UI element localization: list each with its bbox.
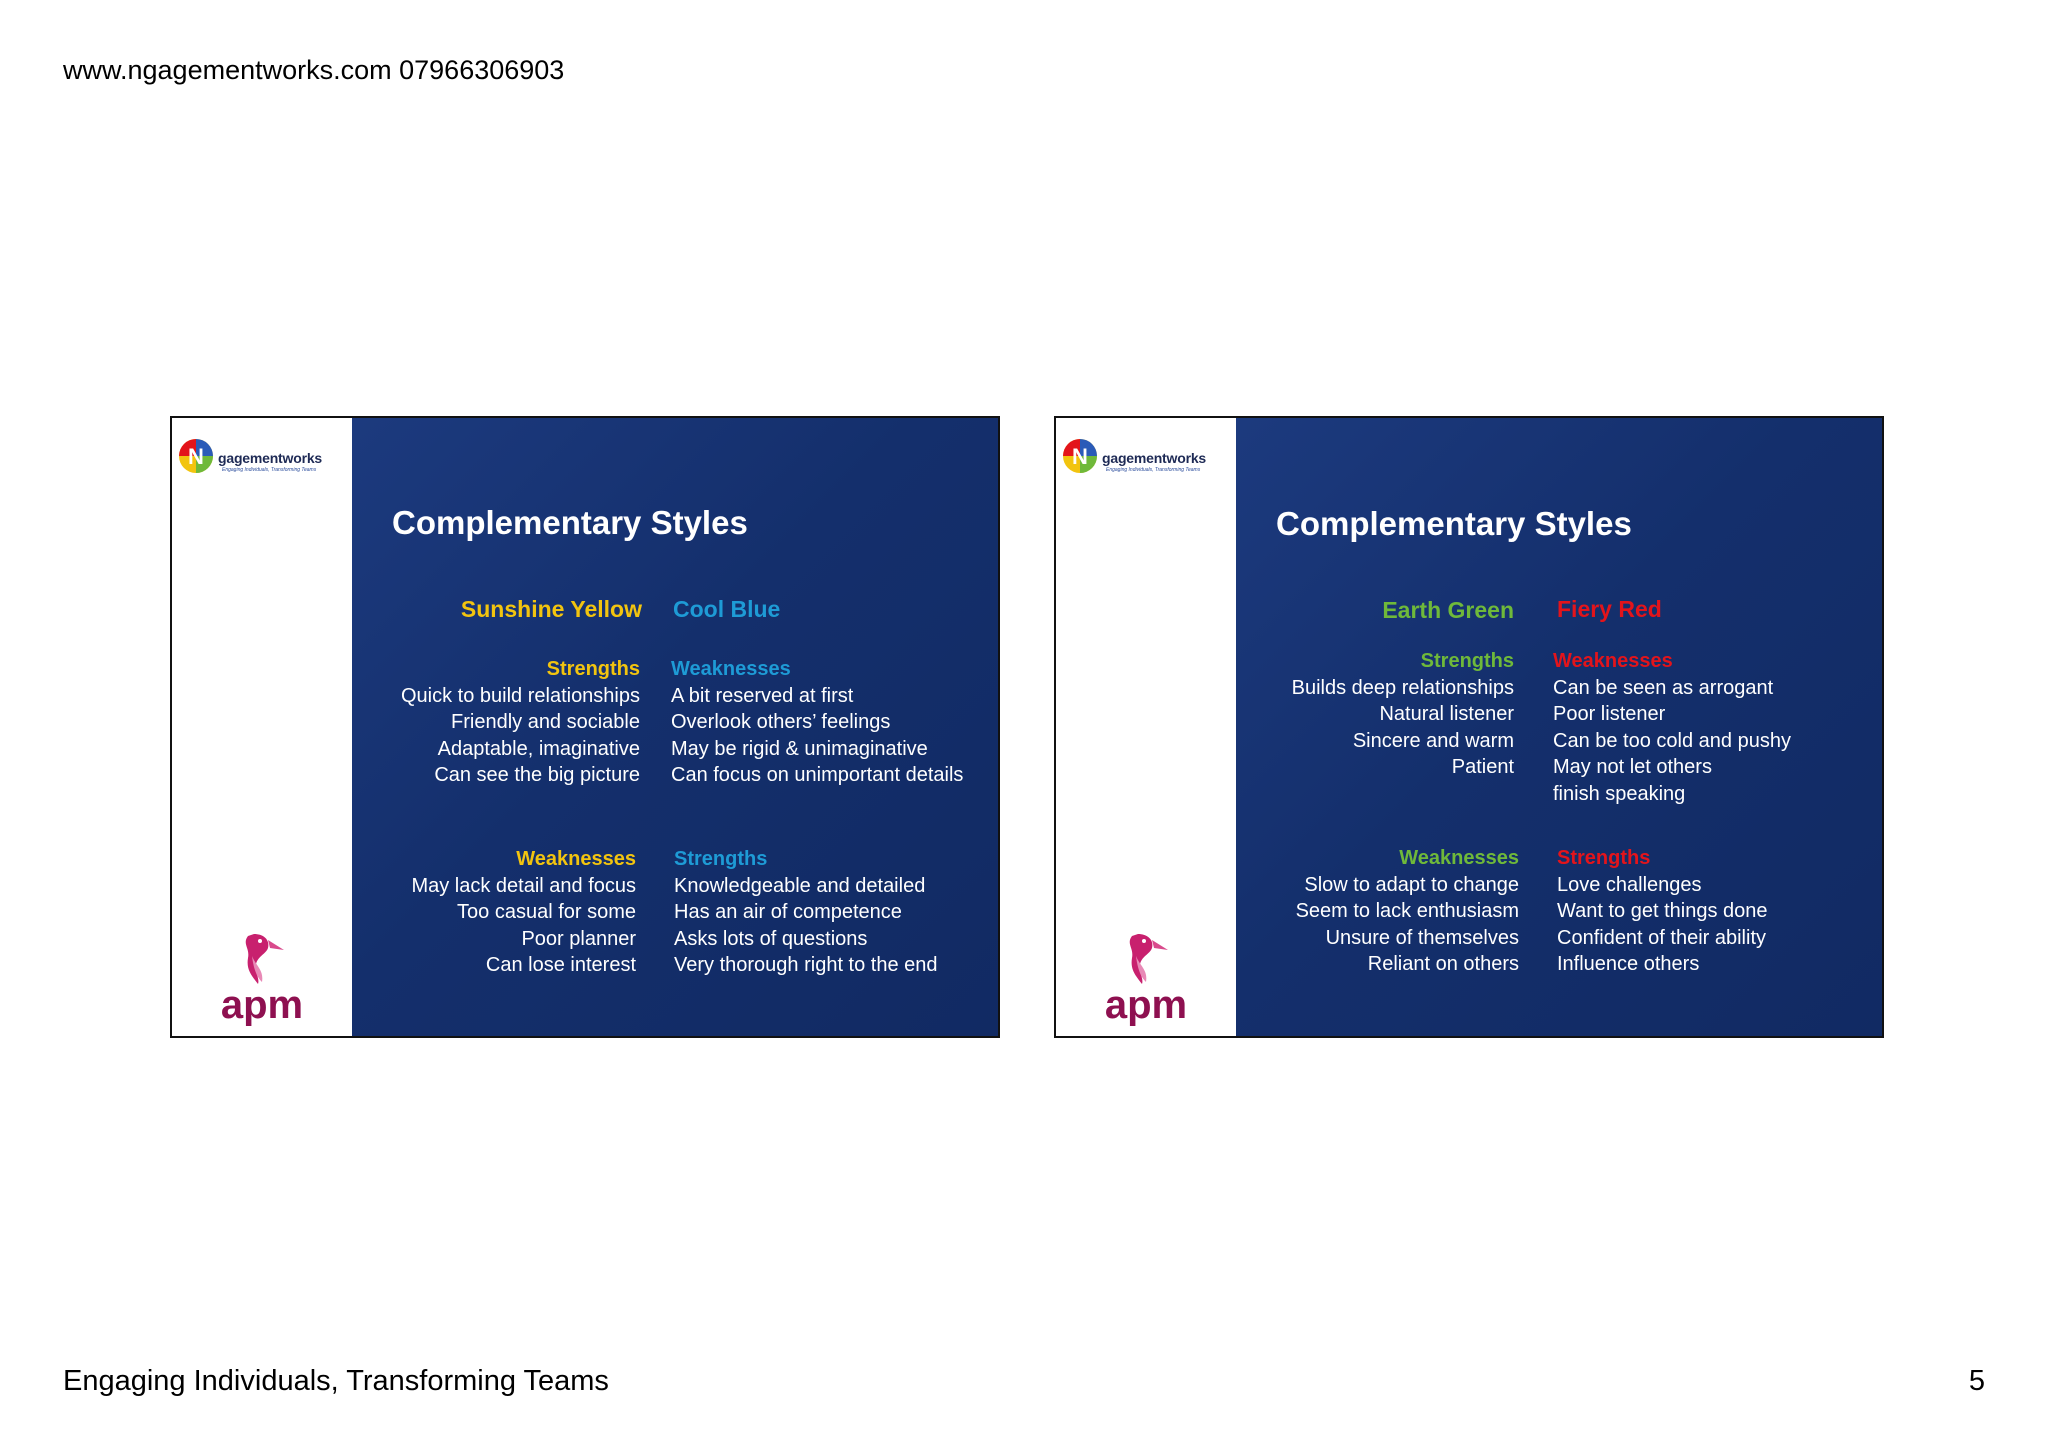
list-item: Natural listener: [1379, 703, 1514, 725]
slide-title: Complementary Styles: [392, 504, 748, 541]
list-item: May be rigid & unimaginative: [671, 737, 928, 760]
block-heading: Strengths: [674, 848, 768, 870]
svg-text:N: N: [1072, 444, 1088, 469]
list-item: Overlook others’ feelings: [671, 711, 891, 733]
list-item: Reliant on others: [1367, 953, 1519, 975]
list-item: Can lose interest: [485, 954, 636, 976]
list-item: Asks lots of questions: [674, 927, 868, 950]
ngagementworks-logo-icon: [178, 436, 218, 476]
list-item: Poor planner: [521, 927, 636, 950]
list-item: Confident of their ability: [1557, 926, 1767, 949]
list-item: Can be seen as arrogant: [1553, 676, 1774, 699]
list-item: A bit reserved at first: [671, 684, 854, 707]
block-heading: Strengths: [1557, 847, 1651, 869]
ngagementworks-logo: [178, 436, 352, 476]
list-item: Builds deep relationships: [1291, 676, 1514, 699]
bottom-left-block: [411, 846, 636, 979]
logo-tagline: Engaging Individuals, Transforming Teams: [1106, 467, 1201, 473]
list-item: Seem to lack enthusiasm: [1295, 900, 1519, 922]
style-name-right: Fiery Red: [1557, 596, 1662, 622]
block-heading: Weaknesses: [516, 848, 636, 870]
slide-sidebar: [1056, 418, 1236, 1036]
block-heading: Strengths: [546, 658, 640, 680]
block-heading: Weaknesses: [1553, 650, 1673, 672]
top-left-block: [401, 656, 640, 789]
apm-bird-icon: [1096, 926, 1196, 1026]
ngagementworks-logo: [1062, 436, 1236, 476]
logo-wordmark: gagementworks: [218, 450, 322, 466]
header-contact: www.ngagementworks.com 07966306903: [63, 55, 565, 85]
list-item: Can see the big picture: [434, 764, 640, 786]
list-item: Can focus on unimportant details: [671, 764, 964, 786]
block-heading: Strengths: [1420, 650, 1514, 672]
slide-thumbnail-1: [170, 416, 1000, 1038]
list-item: Knowledgeable and detailed: [674, 874, 926, 897]
style-name-left: Earth Green: [1382, 597, 1514, 623]
logo-tagline: Engaging Individuals, Transforming Teams: [222, 467, 317, 473]
slide-title: Complementary Styles: [1276, 505, 1632, 542]
style-name-left: Sunshine Yellow: [460, 596, 642, 622]
list-item: Friendly and sociable: [451, 711, 640, 733]
list-item: Unsure of themselves: [1325, 926, 1519, 949]
list-item: Quick to build relationships: [400, 684, 640, 707]
list-item: Can be too cold and pushy: [1553, 729, 1791, 752]
footer-tagline: Engaging Individuals, Transforming Teams: [63, 1365, 609, 1397]
slide-thumbnail-2: [1054, 416, 1884, 1038]
list-item: Sincere and warm: [1352, 729, 1514, 752]
bottom-right-block: [674, 846, 938, 979]
list-item: Want to get things done: [1557, 900, 1768, 922]
slide-sidebar: [172, 418, 352, 1036]
page-number: 5: [1968, 1365, 1985, 1397]
list-item: Has an air of competence: [674, 901, 902, 923]
top-right-block: [671, 656, 963, 789]
style-name-right: Cool Blue: [673, 596, 781, 622]
list-item: May not let others: [1553, 756, 1712, 778]
apm-bird-icon: [212, 926, 312, 1026]
list-item: Too casual for some: [457, 901, 636, 923]
apm-text: apm: [1104, 983, 1188, 1026]
top-right-block: [1553, 648, 1791, 807]
svg-text:N: N: [188, 444, 204, 469]
list-item: Patient: [1451, 756, 1514, 778]
list-item: Slow to adapt to change: [1304, 873, 1519, 896]
top-left-block: [1292, 648, 1514, 781]
block-heading: Weaknesses: [1399, 847, 1519, 869]
list-item: finish speaking: [1553, 782, 1686, 805]
apm-text: apm: [220, 983, 304, 1026]
block-heading: Weaknesses: [671, 658, 791, 680]
list-item: Influence others: [1557, 953, 1700, 975]
list-item: May lack detail and focus: [411, 874, 636, 897]
apm-logo: [1096, 926, 1196, 1026]
bottom-right-block: [1557, 845, 1768, 978]
logo-wordmark: gagementworks: [1102, 450, 1206, 466]
list-item: Love challenges: [1557, 873, 1702, 896]
apm-logo: [212, 926, 312, 1026]
list-item: Very thorough right to the end: [674, 954, 938, 976]
bottom-left-block: [1296, 845, 1519, 978]
list-item: Poor listener: [1553, 703, 1666, 725]
list-item: Adaptable, imaginative: [437, 737, 640, 760]
ngagementworks-logo-icon: [1062, 436, 1102, 476]
